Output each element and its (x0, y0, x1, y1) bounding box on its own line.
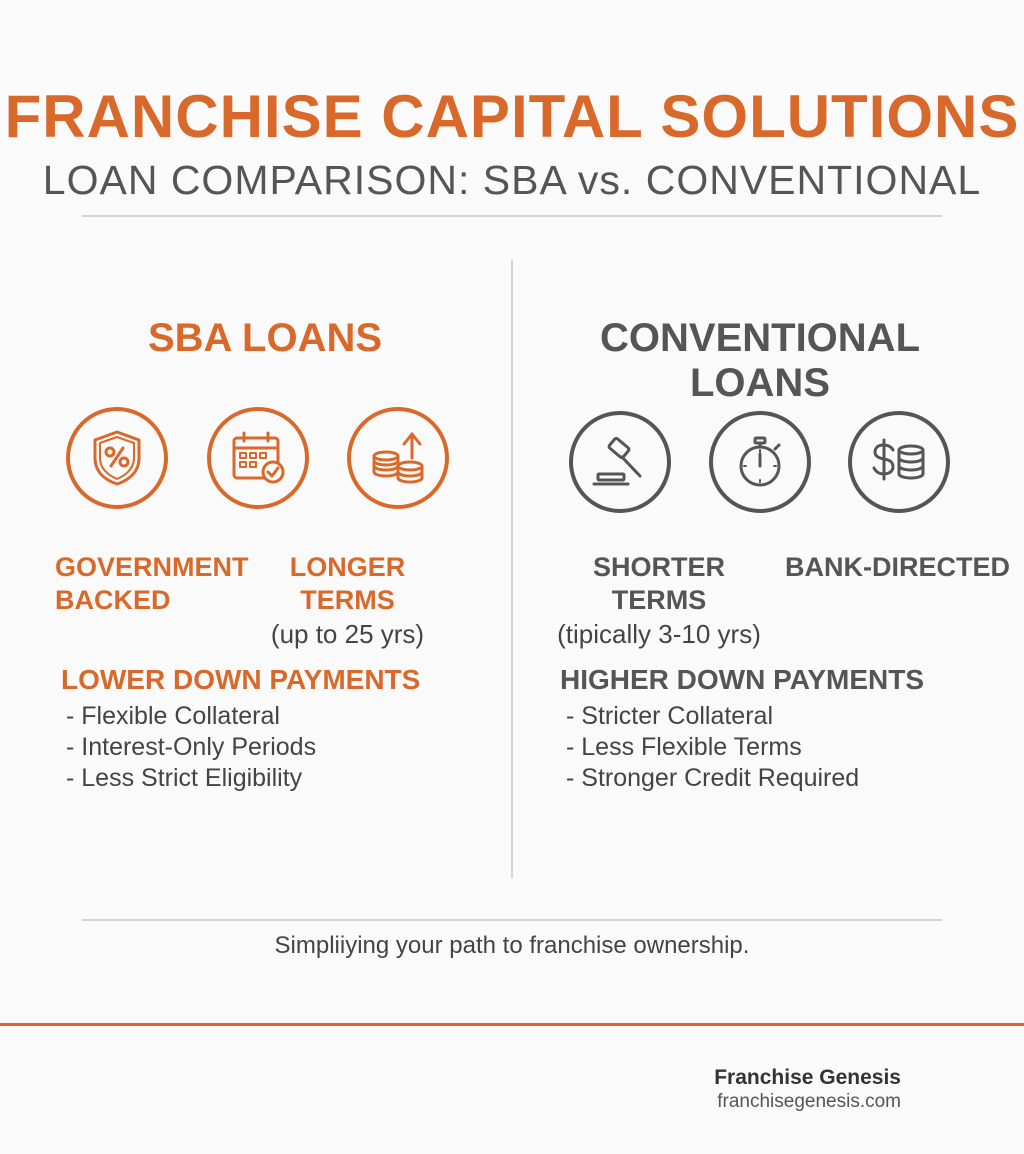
header-divider (82, 215, 942, 217)
sba-feature-government-line2: BACKED (55, 585, 171, 615)
brand-name: Franchise Genesis (714, 1066, 901, 1089)
conventional-feature-terms-label: SHORTER TERMS (592, 552, 725, 615)
accent-bar (0, 1023, 1024, 1026)
footer-divider (82, 919, 942, 921)
dollar-coins-icon (848, 411, 950, 513)
coins-arrow-up-icon (347, 407, 449, 509)
sba-list-heading: LOWER DOWN PAYMENTS (61, 664, 421, 695)
sba-list (66, 701, 316, 794)
calendar-check-icon (207, 407, 309, 509)
gavel-icon (569, 411, 671, 513)
list-item: - Stricter Collateral (566, 702, 773, 730)
conventional-list (566, 701, 859, 794)
list-item: - Less Flexible Terms (566, 733, 802, 761)
page-title: FRANCHISE CAPITAL SOLUTIONS (4, 83, 1020, 150)
conventional-heading: CONVENTIONAL LOANS (600, 316, 920, 405)
stopwatch-icon (709, 411, 811, 513)
shield-percent-icon (66, 407, 168, 509)
page-subtitle: LOAN COMPARISON: SBA vs. CONVENTIONAL (42, 157, 982, 203)
sba-feature-terms-label: LONGER TERMS (289, 552, 406, 615)
sba-heading: SBA LOANS (147, 316, 383, 360)
list-item: - Less Strict Eligibility (66, 764, 303, 792)
column-divider (511, 260, 513, 878)
brand-url: franchisegenesis.com (717, 1091, 901, 1112)
sba-feature-government (55, 551, 249, 617)
conventional-feature-terms (548, 551, 770, 650)
tagline: Simpliiying your path to franchise ownership. (274, 932, 750, 959)
sba-feature-government-line1: GOVERNMENT (55, 552, 249, 582)
conventional-list-heading: HIGHER DOWN PAYMENTS (560, 664, 925, 695)
brand-block (690, 1066, 901, 1113)
list-item: - Stronger Credit Required (566, 764, 860, 792)
conventional-feature-terms-note: (tipically 3-10 yrs) (557, 619, 761, 649)
list-item: - Interest-Only Periods (66, 733, 317, 761)
sba-feature-terms-note: (up to 25 yrs) (270, 619, 425, 649)
conventional-feature-bank: BANK-DIRECTED (785, 552, 1010, 582)
list-item: - Flexible Collateral (66, 702, 280, 730)
sba-feature-terms (240, 551, 455, 650)
